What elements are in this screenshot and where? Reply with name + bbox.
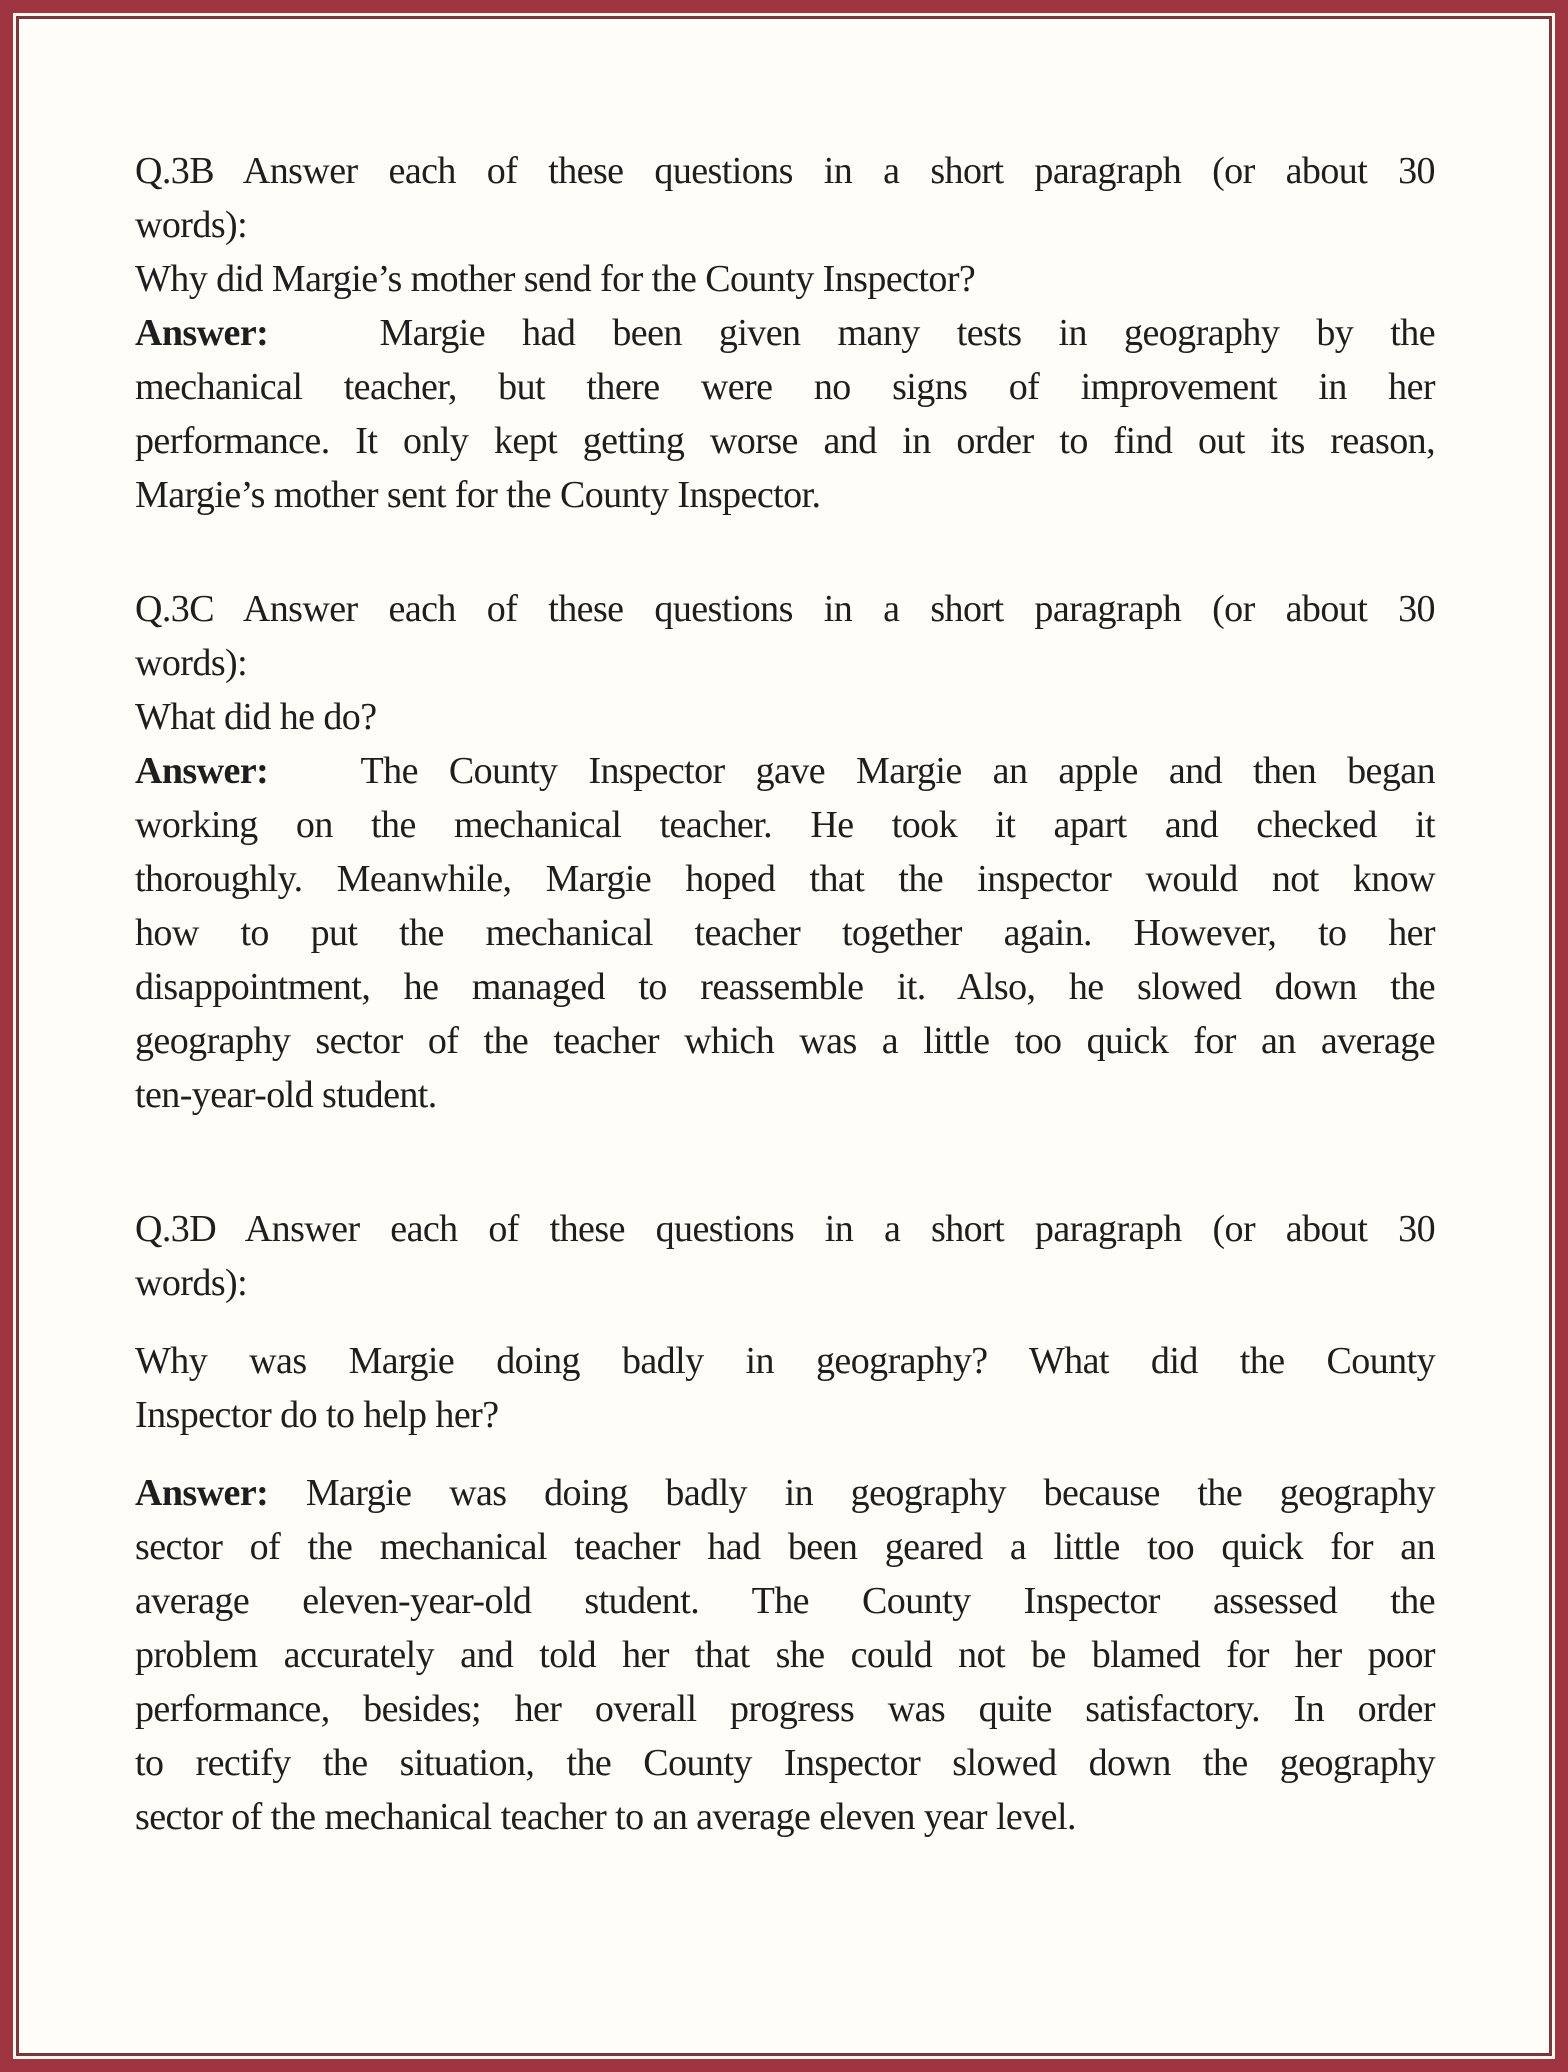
text-line: geography sector of the teacher which was a little too quick for an average bbox=[135, 1020, 1435, 1062]
text-line: problem accurately and told her that she could not be blamed for her poor bbox=[135, 1634, 1435, 1676]
qa-block-q3b bbox=[135, 144, 1435, 522]
qa-block-q3d bbox=[135, 1202, 1435, 1844]
text-line: performance, besides; her overall progress was quite satisfactory. In order bbox=[135, 1688, 1435, 1730]
text-line: thoroughly. Meanwhile, Margie hoped that the inspector would not know bbox=[135, 858, 1435, 900]
text-line: words): bbox=[135, 1262, 248, 1304]
text-line: Inspector do to help her? bbox=[135, 1394, 499, 1436]
text-line: sector of the mechanical teacher to an average eleven year level. bbox=[135, 1796, 1076, 1838]
text-line: sector of the mechanical teacher had been geared a little too quick for an bbox=[135, 1526, 1435, 1568]
text-line: disappointment, he managed to reassemble it. Also, he slowed down the bbox=[135, 966, 1435, 1008]
text-line: to rectify the situation, the County Inspector slowed down the geography bbox=[135, 1742, 1435, 1784]
text-line: Q.3C Answer each of these questions in a short paragraph (or about 30 bbox=[135, 588, 1435, 630]
answer-label: Answer: bbox=[135, 1472, 269, 1514]
text-line: ten-year-old student. bbox=[135, 1074, 437, 1116]
text-line: how to put the mechanical teacher together again. However, to her bbox=[135, 912, 1435, 954]
text-line: Why was Margie doing badly in geography? What did the County bbox=[135, 1340, 1435, 1382]
text-line: What did he do? bbox=[135, 696, 377, 738]
text-line: performance. It only kept getting worse and in order to find out its reason, bbox=[135, 420, 1435, 462]
text-line: working on the mechanical teacher. He took it apart and checked it bbox=[135, 804, 1435, 846]
text-line: Answer: Margie was doing badly in geography because the geography bbox=[135, 1472, 1435, 1514]
text-line: words): bbox=[135, 642, 248, 684]
text-line: Answer: The County Inspector gave Margie an apple and then began bbox=[135, 750, 1435, 792]
text-line: words): bbox=[135, 204, 248, 246]
text-line: Margie’s mother sent for the County Inspector. bbox=[135, 474, 821, 516]
text-line: Q.3D Answer each of these questions in a short paragraph (or about 30 bbox=[135, 1208, 1435, 1250]
text-line: Answer: Margie had been given many tests in geography by the bbox=[135, 312, 1435, 354]
page-content bbox=[19, 19, 1549, 2053]
text-line: average eleven-year-old student. The County Inspector assessed the bbox=[135, 1580, 1435, 1622]
answer-label: Answer: bbox=[135, 750, 269, 792]
page-inner-border bbox=[16, 16, 1552, 2056]
text-line: Why did Margie’s mother send for the County Inspector? bbox=[135, 258, 976, 300]
text-line: mechanical teacher, but there were no signs of improvement in her bbox=[135, 366, 1435, 408]
qa-block-q3c bbox=[135, 582, 1435, 1122]
text-line: Q.3B Answer each of these questions in a short paragraph (or about 30 bbox=[135, 150, 1435, 192]
answer-label: Answer: bbox=[135, 312, 269, 354]
